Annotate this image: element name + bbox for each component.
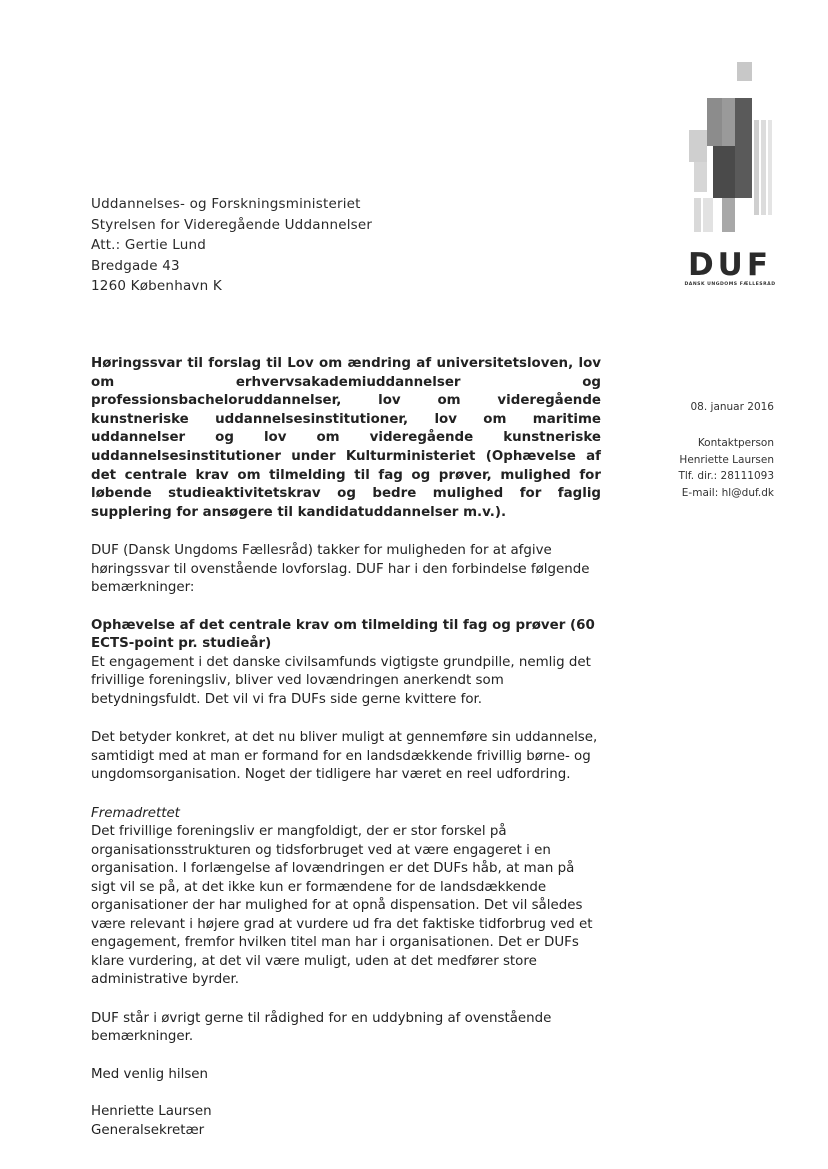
paragraph-1: Et engagement i det danske civilsamfunds vigtigste grundpille, nemlig det frivillige foreningsliv, bliver ved lovændringen anerkendt som betydningsfuldt. Det vil vi fra DUFs side gerne kvittere for.	[91, 654, 591, 707]
letter-body	[91, 355, 601, 1140]
contact-email: E-mail: hl@duf.dk	[681, 486, 774, 499]
intro-paragraph: DUF (Dansk Ungdoms Fællesråd) takker for muligheden for at afgive høringssvar til ovenstående lovforslag. DUF har i den forbindelse følgende bemærkninger:	[91, 543, 590, 596]
signer-title: Generalsekretær	[91, 1122, 205, 1138]
contact-name: Henriette Laursen	[679, 453, 774, 466]
section-heading: Ophævelse af det centrale krav om tilmelding til fag og prøver (60 ECTS-point pr. studieår)	[91, 617, 595, 652]
recipient-address	[91, 194, 372, 297]
contact-block	[678, 435, 774, 501]
recipient-line: Bredgade 43	[91, 257, 180, 274]
contact-label: Kontaktperson	[697, 437, 774, 449]
duf-tagline: DANSK UNGDOMS FÆLLESRÅD	[684, 282, 776, 287]
duf-logo-mark	[684, 58, 776, 238]
sender-sidebar	[678, 400, 774, 501]
recipient-line: Uddannelses- og Forskningsministeriet	[91, 196, 361, 212]
subheading-fremadrettet: Fremadrettet	[91, 805, 180, 821]
paragraph-4: DUF står i øvrigt gerne til rådighed for en uddybning af ovenstående bemærkninger.	[91, 1010, 552, 1045]
letter-subject: Høringssvar til forslag til Lov om ændring af universitetsloven, lov om erhvervsakademiuddannelser og professionsbacheloruddannelser, lov om videregående kunstneriske uddannelsesinstitutioner, lov om maritime uddannelser og lov om videregående kunstneriske uddannelsesinstitutioner under Kulturministeriet (Ophævelse af det centrale krav om tilmelding til fag og prøver, mulighed for løbende studieaktivitetskrav og bedre mulighed for faglig supplering for ansøgere til kandidatuddannelser m.v.).	[91, 356, 601, 520]
duf-logo	[680, 58, 780, 298]
duf-wordmark: DUF	[687, 247, 773, 283]
recipient-line: Styrelsen for Videregående Uddannelser	[91, 216, 373, 233]
closing-salutation: Med venlig hilsen	[91, 1066, 209, 1082]
recipient-line: Att.: Gertie Lund	[91, 237, 207, 253]
paragraph-3: Det frivillige foreningsliv er mangfoldigt, der er stor forskel på organisationsstrukturen og tidsforbruget ved at være engageret i en organisation. I forlængelse af lovændringen er det DUFs håb, at man på sigt vil se på, at det ikke kun er formændene for de landsdækkende organisationer der har mulighed for at opnå dispensation. Det vil således være relevant i højere grad at vurdere ud fra det faktiske tidforbrug ved et engagement, fremfor hvilken titel man har i organisationen. Det er DUFs klare vurdering, at det vil være muligt, uden at det medfører store administrative byrder.	[91, 824, 593, 988]
recipient-line: 1260 København K	[91, 278, 222, 294]
paragraph-2: Det betyder konkret, at det nu bliver muligt at gennemføre sin uddannelse, samtidigt med at man er formand for en landsdækkende frivillig børne- og ungdomsorganisation. Noget der tidligere har været en reel udfordring.	[91, 730, 598, 783]
signer-name: Henriette Laursen	[91, 1104, 212, 1120]
letter-date: 08. januar 2016	[690, 401, 774, 413]
contact-phone: Tlf. dir.: 28111093	[678, 470, 774, 482]
